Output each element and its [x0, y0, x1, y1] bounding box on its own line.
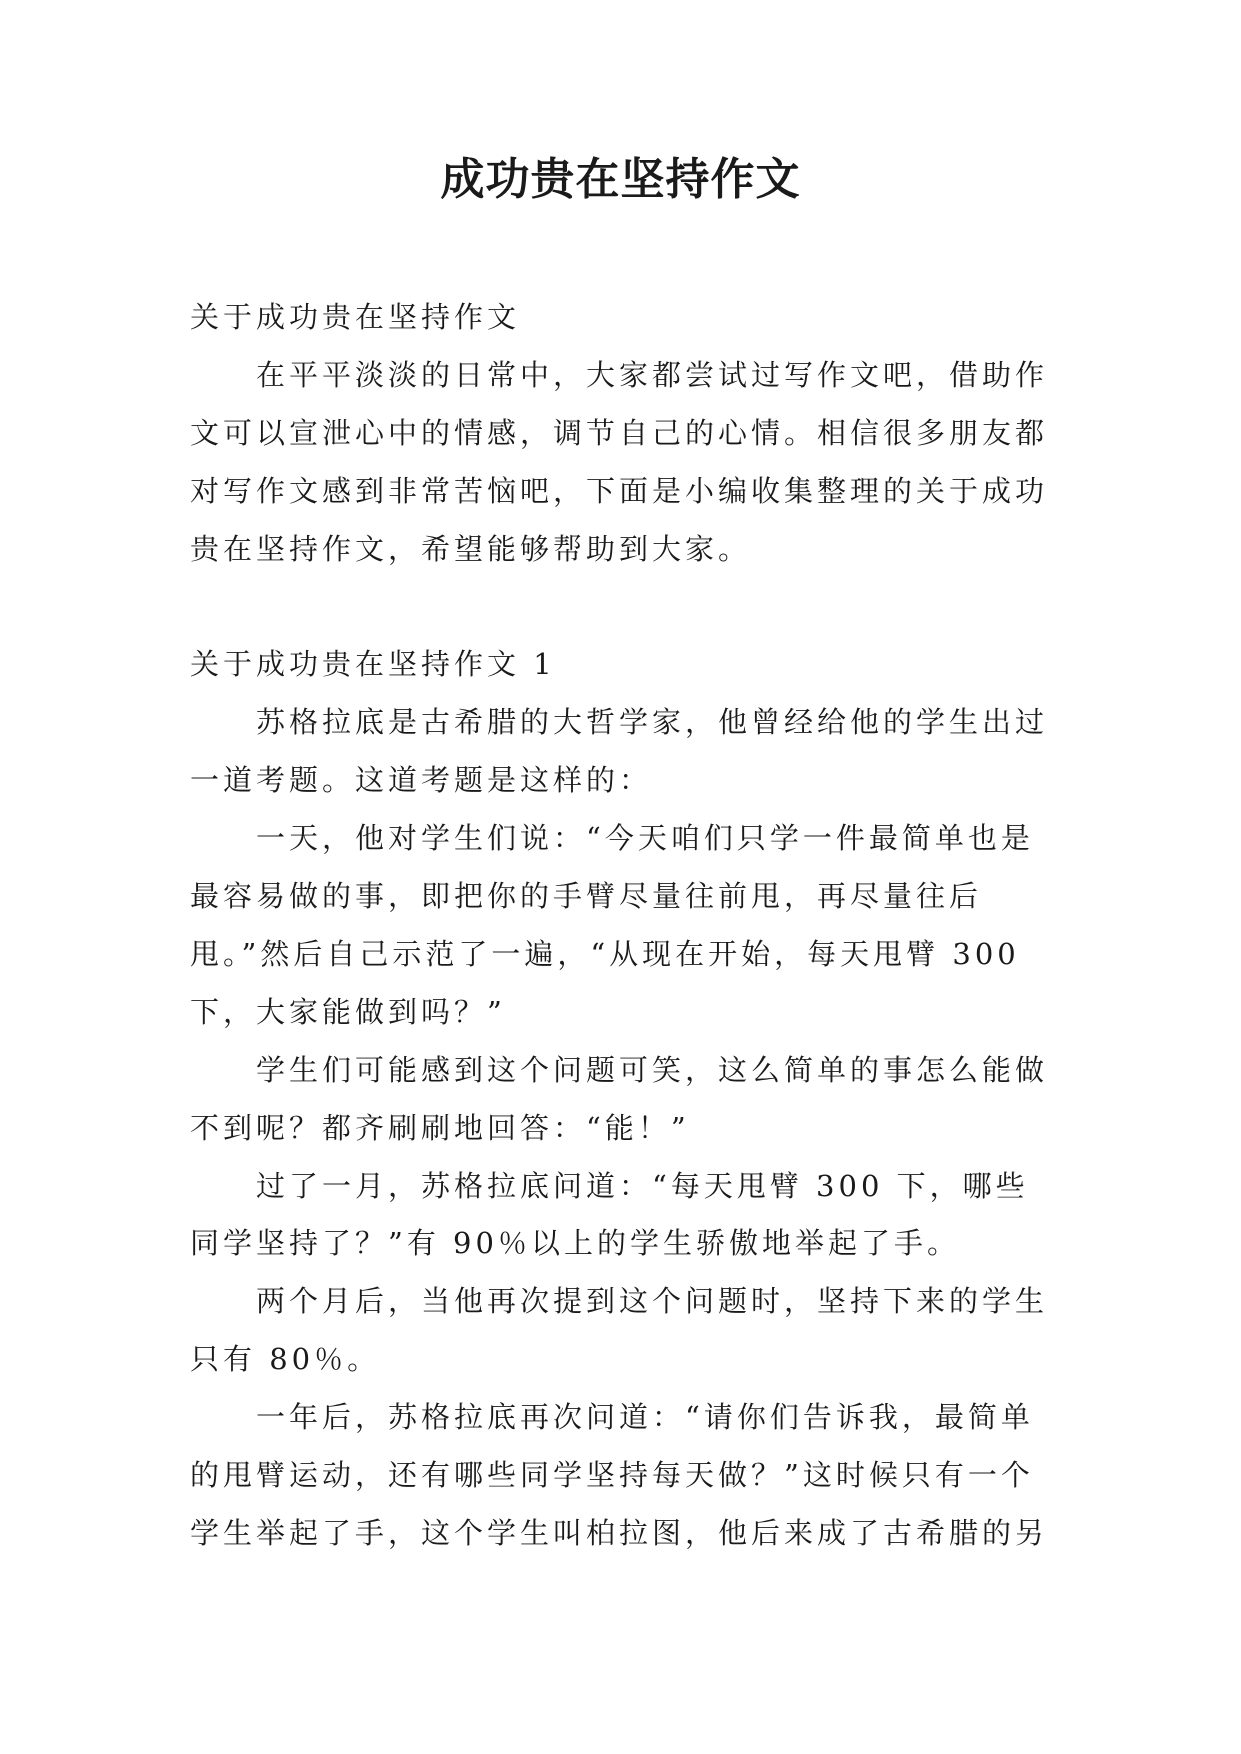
- document-body: [190, 289, 1060, 1563]
- paragraph-2: 一天，他对学生们说：“今天咱们只学一件最简单也是最容易做的事，即把你的手臂尽量往前甩，再尽量往后甩。”然后自己示范了一遍，“从现在开始，每天甩臂 300 下，大家能做到吗？”: [190, 821, 1034, 1029]
- section-spacer: [190, 579, 1060, 637]
- intro-paragraph: 在平平淡淡的日常中，大家都尝试过写作文吧，借助作文可以宣泄心中的情感，调节自己的心情。相信很多朋友都对写作文感到非常苦恼吧，下面是小编收集整理的关于成功贵在坚持作文，希望能够帮助到大家。: [190, 357, 1049, 566]
- document-title: 成功贵在坚持作文: [440, 154, 801, 205]
- intro-heading: 关于成功贵在坚持作文: [190, 300, 521, 334]
- paragraph-5: 两个月后，当他再次提到这个问题时，坚持下来的学生只有 80％。: [190, 1284, 1049, 1377]
- paragraph-1: 苏格拉底是古希腊的大哲学家，他曾经给他的学生出过一道考题。这道考题是这样的：: [190, 705, 1049, 798]
- paragraph-6: 一年后，苏格拉底再次问道：“请你们告诉我，最简单的甩臂运动，还有哪些同学坚持每天做？”这时候只有一个学生举起了手，这个学生叫柏拉图，他后来成了古希腊的另: [190, 1400, 1049, 1551]
- paragraph-4: 过了一月，苏格拉底问道：“每天甩臂 300 下，哪些同学坚持了？”有 90％以上的学生骄傲地举起了手。: [190, 1168, 1029, 1261]
- paragraph-3: 学生们可能感到这个问题可笑，这么简单的事怎么能做不到呢？都齐刷刷地回答：“能！”: [190, 1052, 1049, 1145]
- section-heading-1: 关于成功贵在坚持作文 1: [190, 647, 556, 682]
